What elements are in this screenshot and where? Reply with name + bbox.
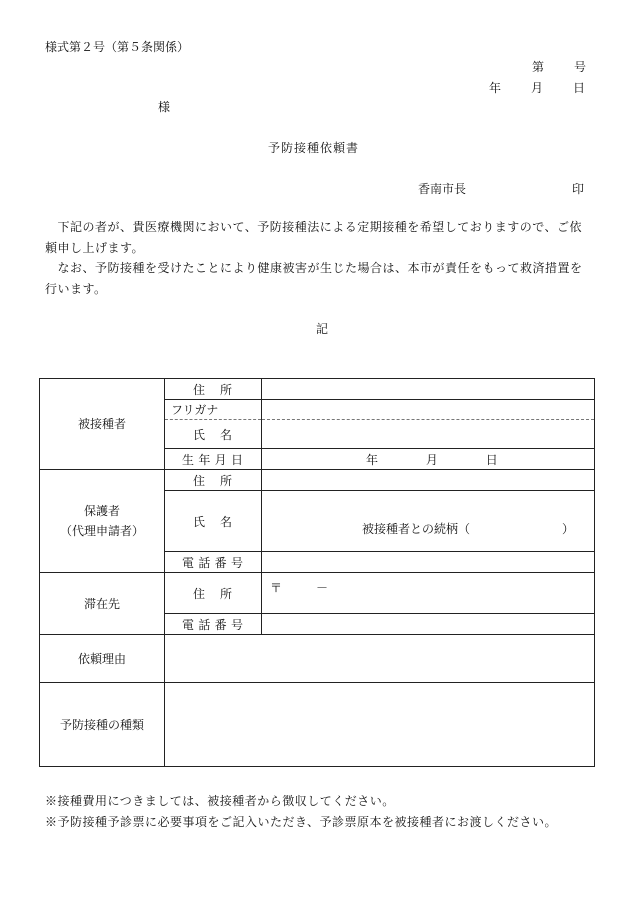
guardian-address-field[interactable] [262,470,595,491]
vaccine-type-field[interactable] [165,683,595,767]
stay-section-label: 滞在先 [40,573,165,635]
form-number: 様式第２号（第５条関係） [45,40,190,54]
body-paragraph-2: なお、予防接種を受けたことにより健康被害が生じた場合は、本市が責任をもって救済措置を行います。 [45,261,583,296]
doc-number-prefix: 第 [532,60,545,74]
guardian-address-label: 住 所 [165,470,262,491]
seal-mark: 印 [572,182,585,196]
doc-number-suffix: 号 [574,60,587,74]
recipient-furigana-field[interactable] [262,400,595,420]
relation-label: 被接種者との続柄（ [362,521,471,536]
recipient-name-field[interactable] [262,420,595,449]
date-month: 月 [531,81,544,95]
guardian-phone-field[interactable] [262,552,595,573]
recipient-furigana-label: フリガナ [165,400,262,420]
stay-phone-field[interactable] [262,614,595,635]
stay-address-label: 住 所 [165,573,262,614]
guardian-name-field[interactable] [262,491,595,552]
postal-code [268,579,588,596]
postal-dash: － [316,580,329,595]
recipient-name-label: 氏 名 [165,420,262,449]
request-form-table [39,378,595,767]
relation-close: ） [562,521,575,536]
recipient-address-field[interactable] [262,379,595,400]
dob-year: 年 [366,452,379,467]
reason-label: 依頼理由 [40,635,165,683]
note-fee: ※接種費用につきましては、被接種者から徴収してください。 [45,794,395,808]
guardian-label-line2: （代理申請者） [59,524,144,538]
recipient-dob-label: 生年月日 [165,449,262,470]
stay-address-field[interactable] [262,573,595,614]
guardian-section-label [40,470,165,573]
vaccine-type-label: 予防接種の種類 [40,683,165,767]
issuer-name: 香南市長 [418,182,467,196]
recipient-dob-field[interactable] [262,449,595,470]
note-questionnaire: ※予防接種予診票に必要事項をご記入いただき、予診票原本を被接種者にお渡しください。 [45,815,558,829]
dob-month: 月 [425,452,438,467]
recipient-address-label: 住 所 [165,379,262,400]
reason-field[interactable] [165,635,595,683]
addressee: 様 [158,100,171,114]
date-year: 年 [489,81,502,95]
body-paragraph-1: 下記の者が、貴医療機関において、予防接種法による定期接種を希望しておりますので、ご依頼申し上げます。 [45,220,583,255]
dob-format [268,453,498,467]
issue-date [489,79,585,96]
postal-mark: 〒 [270,580,283,595]
guardian-phone-label: 電話番号 [165,552,262,573]
stay-phone-label: 電話番号 [165,614,262,635]
document-number [532,58,586,75]
document-title: 予防接種依頼書 [268,141,360,155]
ki-heading: 記 [316,322,329,336]
date-day: 日 [573,81,586,95]
guardian-label-line1: 保護者 [83,504,120,518]
relation-line [268,520,588,537]
guardian-name-label: 氏 名 [165,491,262,552]
dob-day: 日 [485,452,498,467]
recipient-section-label: 被接種者 [40,379,165,470]
